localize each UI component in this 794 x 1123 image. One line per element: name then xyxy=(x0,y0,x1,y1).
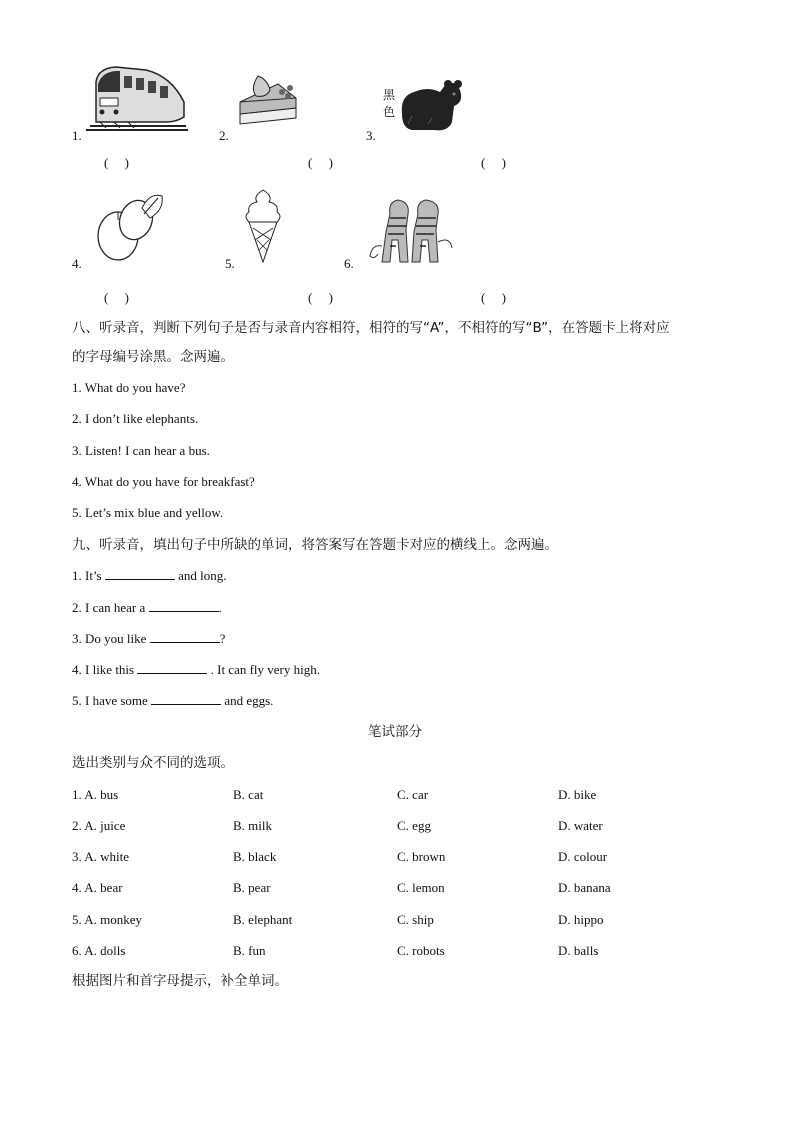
bear-icon xyxy=(398,78,464,134)
answer-blank[interactable] xyxy=(105,567,175,580)
train-icon xyxy=(86,62,188,134)
picture-number: 3. xyxy=(366,128,376,143)
section8-instruction-line1: 八、听录音，判断下列句子是否与录音内容相符，相符的写“A”，不相符的写“B”，在答题卡上将对应 xyxy=(72,320,670,336)
answer-paren: ( ) xyxy=(481,155,506,170)
option-c: C. brown xyxy=(397,849,446,864)
sentence-start: 5. I have some xyxy=(72,693,152,708)
answer-paren: ( ) xyxy=(481,290,506,305)
picture-word-instruction: 根据图片和首字母提示，补全单词。 xyxy=(72,973,288,989)
option-a: 5. A. monkey xyxy=(72,912,143,927)
sentence-end: . It can fly very high. xyxy=(207,662,320,677)
option-a: 1. A. bus xyxy=(72,787,119,802)
fill-blank-item-2 xyxy=(72,599,222,616)
color-tag: 黑 xyxy=(383,88,396,102)
option-b: B. pear xyxy=(233,880,271,895)
option-c: C. ship xyxy=(397,912,434,927)
option-c: C. robots xyxy=(397,943,445,958)
option-c: C. egg xyxy=(397,818,431,833)
option-a: 3. A. white xyxy=(72,849,130,864)
option-d: D. water xyxy=(558,818,603,833)
color-tag: 色 xyxy=(383,105,396,119)
sentence-end: . xyxy=(218,600,222,615)
answer-paren: ( ) xyxy=(308,155,333,170)
fill-blank-item-1 xyxy=(72,567,227,584)
option-d: D. balls xyxy=(558,943,599,958)
option-b: B. black xyxy=(233,849,277,864)
option-b: B. fun xyxy=(233,943,266,958)
section8-item-1: 1. What do you have? xyxy=(72,380,186,395)
section8-item-4: 4. What do you have for breakfast? xyxy=(72,474,255,489)
section8-item-3: 3. Listen! I can hear a bus. xyxy=(72,443,210,458)
answer-paren: ( ) xyxy=(308,290,333,305)
option-a: 6. A. dolls xyxy=(72,943,126,958)
option-d: D. bike xyxy=(558,787,597,802)
section9-instruction: 九、听录音，填出句子中所缺的单词，将答案写在答题卡对应的横线上。念两遍。 xyxy=(72,537,558,553)
sentence-end: and eggs. xyxy=(221,693,274,708)
option-d: D. colour xyxy=(558,849,608,864)
odd-one-out-instruction: 选出类别与众不同的选项。 xyxy=(72,755,234,771)
option-a: 4. A. bear xyxy=(72,880,123,895)
fill-blank-item-4 xyxy=(72,661,320,678)
picture-number: 5. xyxy=(225,256,235,271)
section8-item-5: 5. Let’s mix blue and yellow. xyxy=(72,505,224,520)
picture-number: 1. xyxy=(72,128,82,143)
option-b: B. elephant xyxy=(233,912,293,927)
answer-blank[interactable] xyxy=(149,599,219,612)
sentence-start: 1. It’s xyxy=(72,568,105,583)
option-a: 2. A. juice xyxy=(72,818,126,833)
option-d: D. hippo xyxy=(558,912,604,927)
written-part-title: 笔试部分 xyxy=(368,724,422,740)
picture-number: 4. xyxy=(72,256,82,271)
answer-paren: ( ) xyxy=(104,290,129,305)
sentence-start: 2. I can hear a xyxy=(72,600,149,615)
picture-number: 2. xyxy=(219,128,229,143)
sentence-start: 4. I like this xyxy=(72,662,138,677)
answer-paren: ( ) xyxy=(104,155,129,170)
ice-cream-icon xyxy=(243,188,283,264)
option-c: C. lemon xyxy=(397,880,445,895)
cake-icon xyxy=(236,74,302,124)
lemon-icon xyxy=(94,186,166,262)
option-c: C. car xyxy=(397,787,429,802)
answer-blank[interactable] xyxy=(150,630,220,643)
option-b: B. milk xyxy=(233,818,273,833)
section8-instruction-line2: 的字母编号涂黑。念两遍。 xyxy=(72,349,234,365)
fill-blank-item-5 xyxy=(72,692,273,709)
tigers-icon xyxy=(368,196,454,264)
option-d: D. banana xyxy=(558,880,611,895)
option-b: B. cat xyxy=(233,787,264,802)
answer-blank[interactable] xyxy=(137,661,207,674)
answer-blank[interactable] xyxy=(151,692,221,705)
sentence-end: and long. xyxy=(174,568,227,583)
section8-item-2: 2. I don’t like elephants. xyxy=(72,411,199,426)
picture-number: 6. xyxy=(344,256,354,271)
fill-blank-item-3 xyxy=(72,630,225,647)
sentence-start: 3. Do you like xyxy=(72,631,150,646)
sentence-end: ? xyxy=(219,631,226,646)
